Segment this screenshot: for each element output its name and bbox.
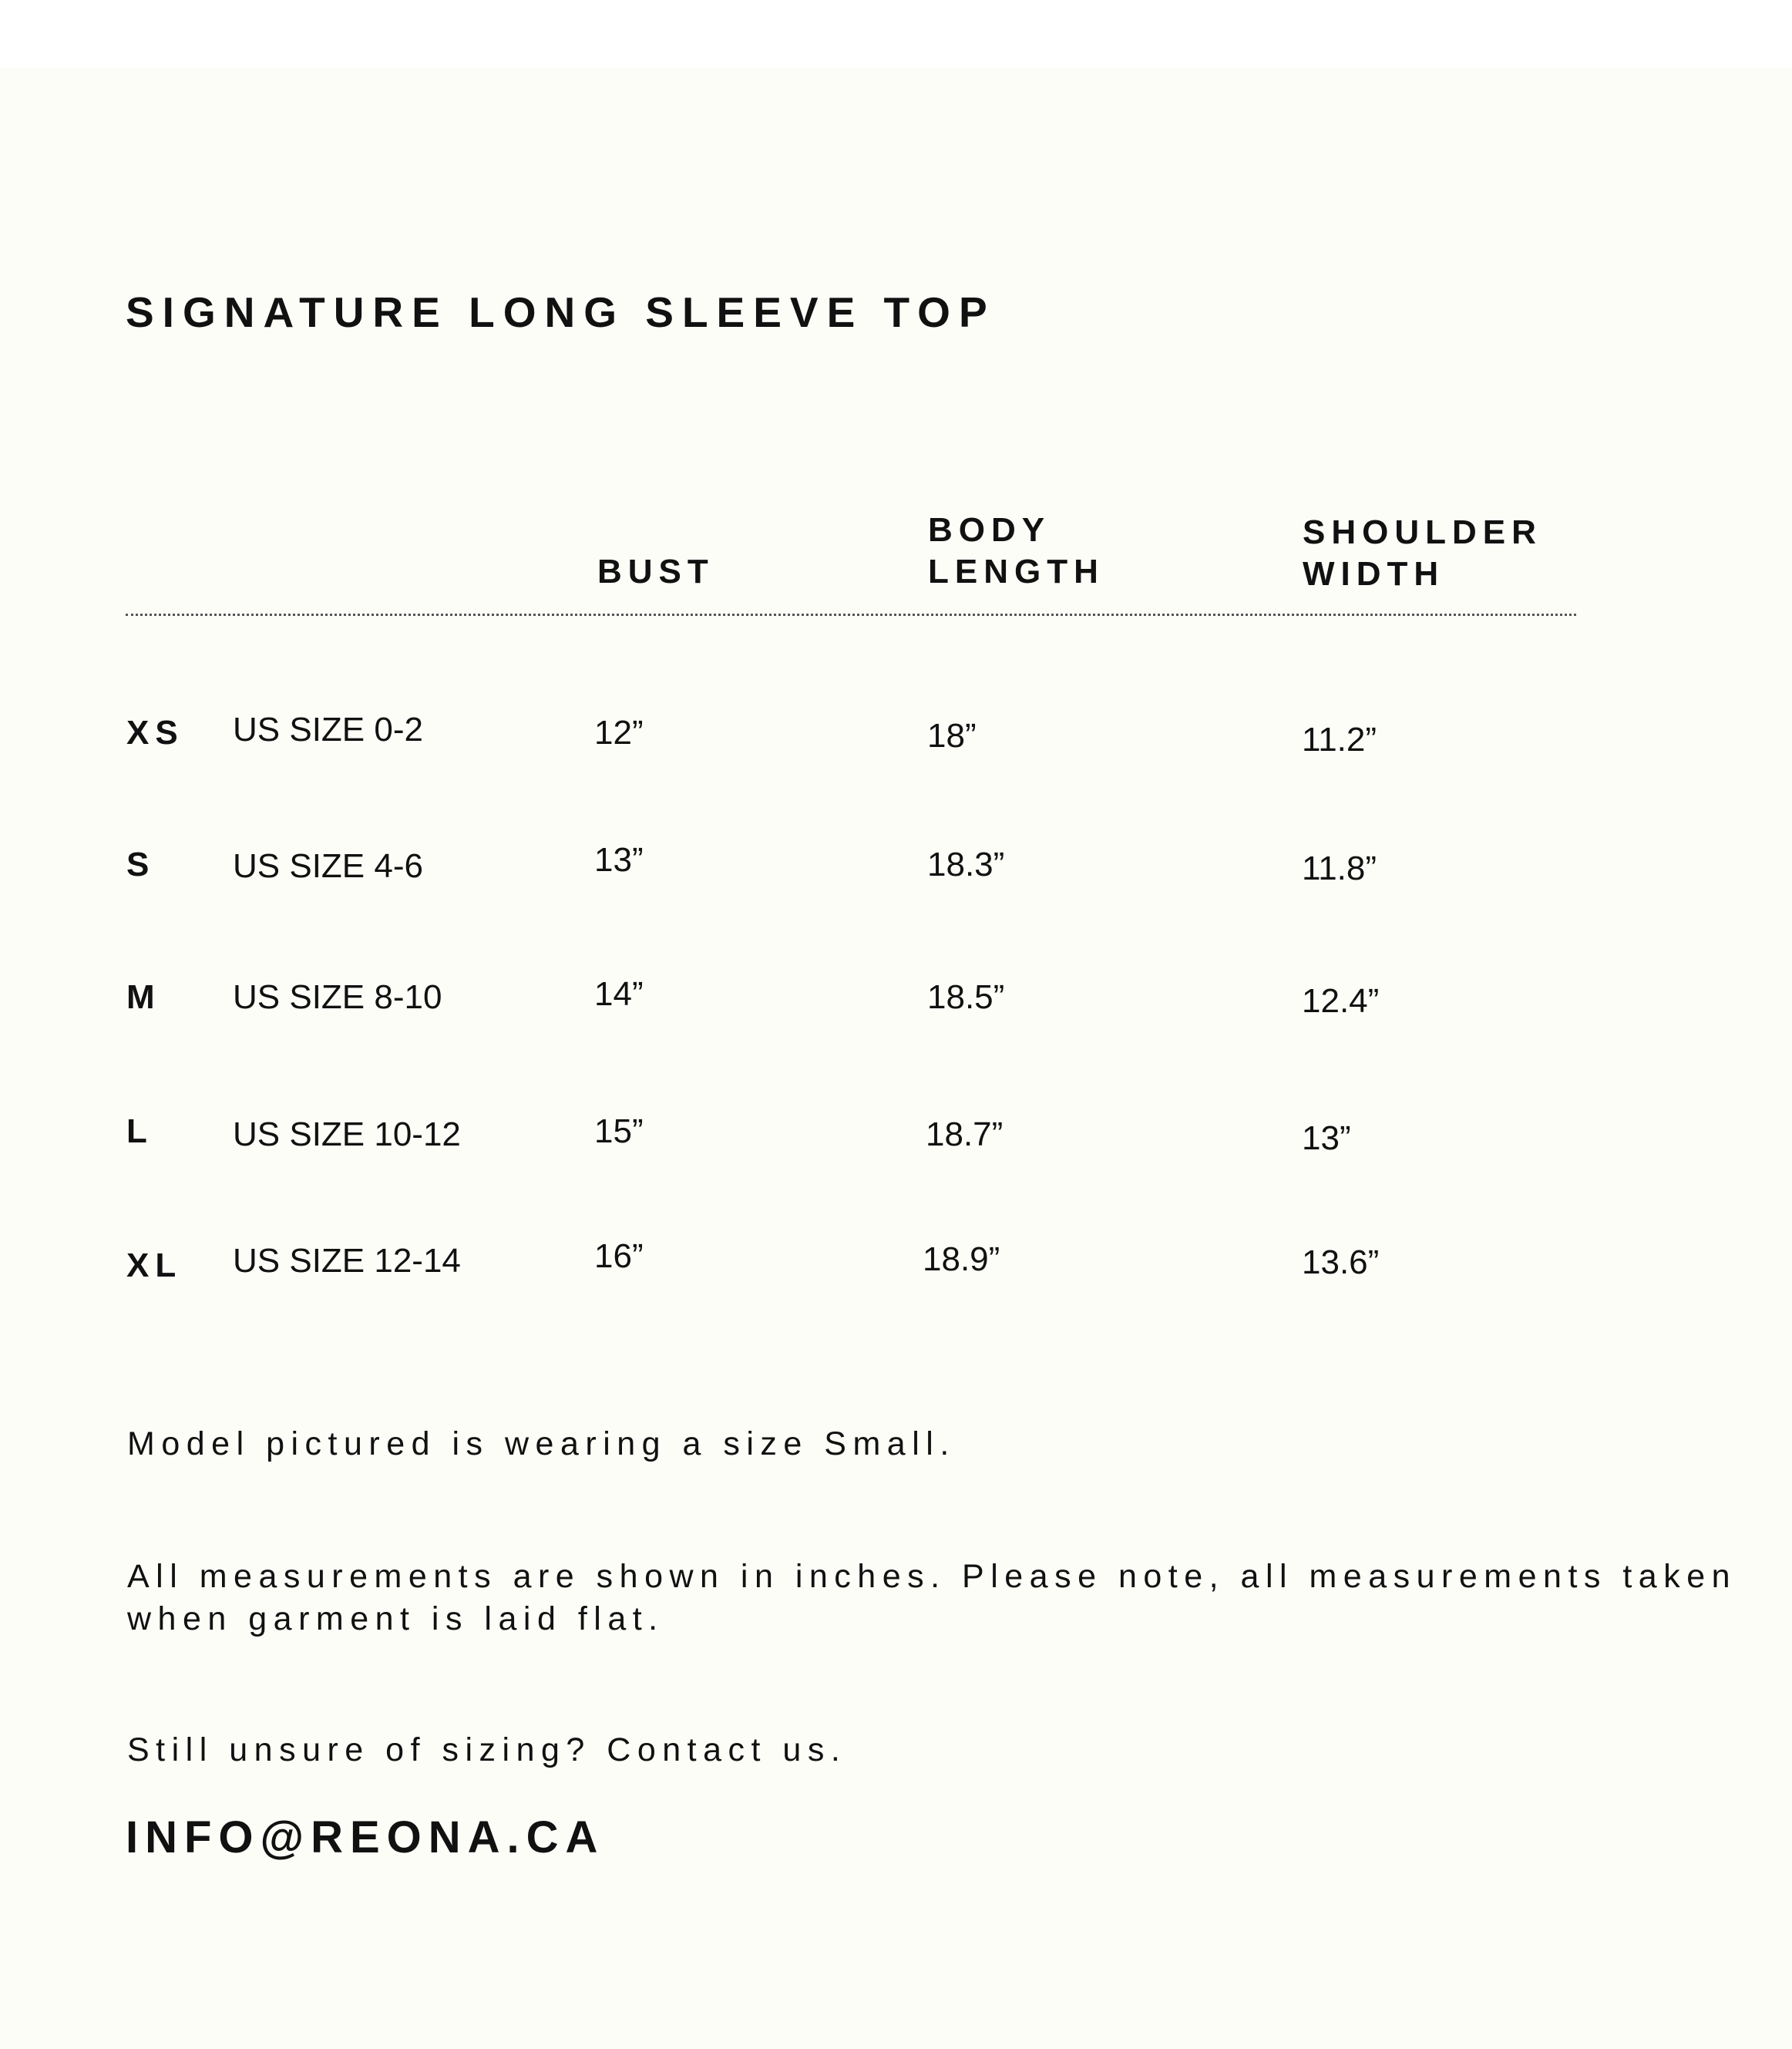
- bust-cell: 14”: [594, 975, 644, 1013]
- measurement-note-line-1: All measurements are shown in inches. Please note, all measurements taken: [127, 1558, 1737, 1595]
- contact-email[interactable]: INFO@REONA.CA: [126, 1812, 605, 1862]
- column-header-bust: [597, 551, 714, 593]
- body-length-cell: 18”: [927, 717, 977, 755]
- us-size-cell: US SIZE 4-6: [233, 847, 423, 885]
- size-code-cell: S: [126, 846, 156, 883]
- body-length-cell: 18.3”: [927, 846, 1005, 883]
- size-code-cell: XS: [126, 714, 184, 752]
- measurement-note: [127, 1556, 1737, 1640]
- shoulder-width-cell: 13.6”: [1302, 1243, 1380, 1281]
- bust-cell: 12”: [594, 714, 644, 752]
- column-header-shoulder-width-line-1: SHOULDER: [1303, 513, 1542, 551]
- measurement-note-line-2: when garment is laid flat.: [127, 1600, 664, 1637]
- body-length-cell: 18.5”: [927, 978, 1005, 1016]
- us-size-cell: US SIZE 10-12: [233, 1115, 461, 1153]
- bust-cell: 16”: [594, 1237, 644, 1275]
- contact-prompt: Still unsure of sizing? Contact us.: [127, 1731, 847, 1768]
- body-length-cell: 18.7”: [926, 1115, 1004, 1153]
- column-header-shoulder-width: [1303, 512, 1542, 595]
- model-size-note: Model pictured is wearing a size Small.: [127, 1425, 956, 1462]
- size-code-cell: M: [126, 978, 161, 1016]
- bust-cell: 15”: [594, 1112, 644, 1150]
- column-header-body-length: [928, 510, 1104, 593]
- shoulder-width-cell: 11.2”: [1302, 721, 1377, 759]
- column-header-bust-line: BUST: [597, 553, 714, 590]
- page-title: SIGNATURE LONG SLEEVE TOP: [126, 288, 996, 336]
- us-size-cell: US SIZE 12-14: [233, 1242, 461, 1280]
- column-header-shoulder-width-line-2: WIDTH: [1303, 555, 1445, 593]
- shoulder-width-cell: 12.4”: [1302, 982, 1380, 1020]
- shoulder-width-cell: 11.8”: [1302, 850, 1377, 887]
- us-size-cell: US SIZE 0-2: [233, 711, 423, 749]
- body-length-cell: 18.9”: [923, 1240, 1000, 1278]
- size-code-cell: XL: [126, 1247, 183, 1284]
- bust-cell: 13”: [594, 841, 644, 879]
- size-code-cell: L: [126, 1112, 153, 1150]
- column-header-body-length-line-2: LENGTH: [928, 553, 1104, 590]
- column-header-body-length-line-1: BODY: [928, 511, 1051, 549]
- header-divider: [126, 614, 1576, 616]
- shoulder-width-cell: 13”: [1302, 1119, 1351, 1157]
- us-size-cell: US SIZE 8-10: [233, 978, 442, 1016]
